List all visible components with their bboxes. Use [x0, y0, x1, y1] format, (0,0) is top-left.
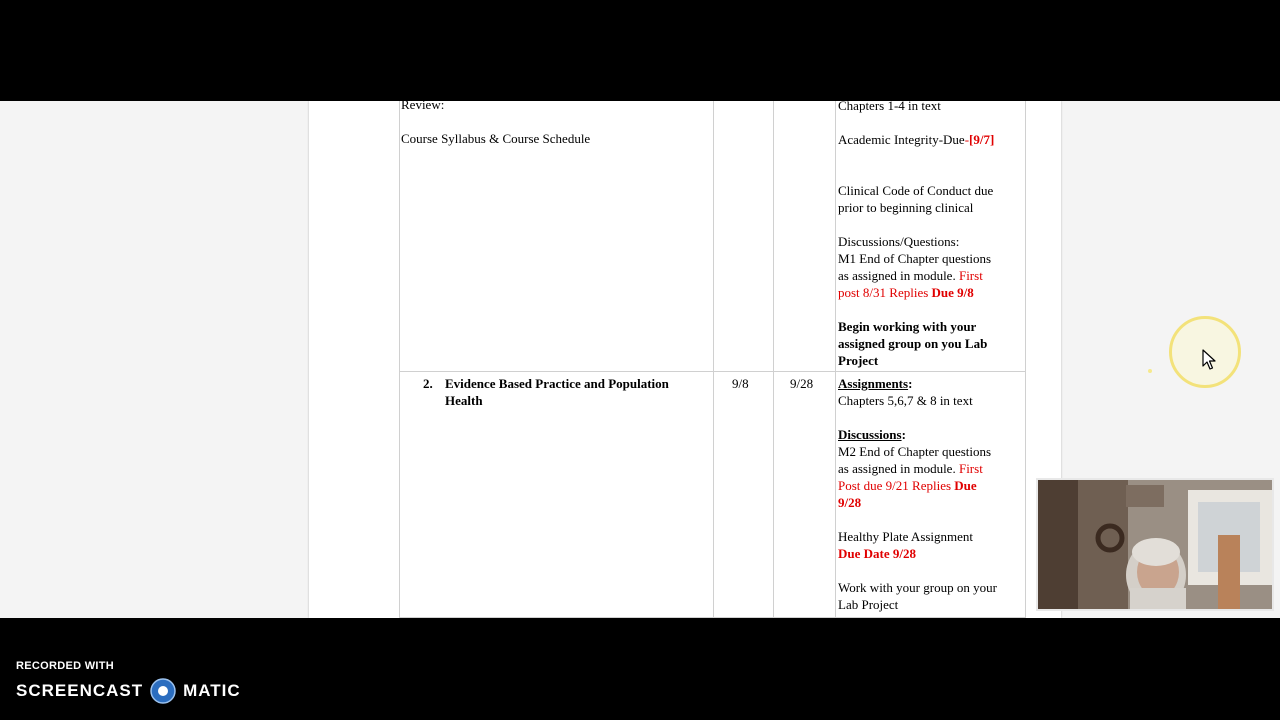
discussions-label-1: Discussions/Questions:	[838, 234, 960, 249]
recorded-with-label: RECORDED WITH	[16, 660, 115, 672]
clinical-code-line2: prior to beginning clinical	[838, 200, 974, 215]
brand-left-text: SCREENCAST	[16, 681, 144, 700]
table-border-left	[399, 101, 400, 618]
week2-end-date: 9/28	[790, 376, 814, 391]
assign-chapters-5-8: Chapters 5,6,7 & 8 in text	[838, 393, 973, 408]
week2-number: 2.	[423, 376, 433, 391]
begin-line1: Begin working with your	[838, 319, 977, 334]
begin-line3: Project	[838, 353, 879, 368]
m2-line3	[838, 477, 977, 494]
table-border-right	[1025, 101, 1026, 618]
m1-line1: M1 End of Chapter questions	[838, 251, 992, 266]
discussions-colon-2: :	[901, 427, 906, 442]
content-syllabus: Course Syllabus & Course Schedule	[401, 131, 591, 146]
week2-start-date: 9/8	[732, 376, 749, 391]
m2-line2-b: First	[958, 461, 983, 476]
table-border-col4	[835, 101, 836, 618]
healthy-plate-due: Due Date 9/28	[838, 546, 916, 561]
webcam-feed-image	[1038, 480, 1272, 609]
m2-line3-a: Post due 9/21 Replies	[838, 478, 952, 493]
assign-chapters-1-4: Chapters 1-4 in text	[838, 101, 941, 113]
m1-line2	[838, 267, 983, 284]
academic-integrity-date: [9/7]	[969, 132, 995, 147]
cursor-trail-dot	[1148, 369, 1152, 373]
content-review-label: Review:	[401, 101, 445, 112]
academic-integrity	[838, 131, 994, 148]
healthy-plate: Healthy Plate Assignment	[838, 529, 974, 544]
discussions-heading-2	[838, 426, 906, 443]
m2-line2	[838, 460, 983, 477]
m1-line2-a: as assigned in module.	[838, 268, 956, 283]
assignments-heading	[838, 375, 912, 392]
work-line2: Lab Project	[838, 597, 899, 612]
m1-line2-b: First	[958, 268, 983, 283]
table-border-col3	[773, 101, 774, 618]
week2-title-line1: Evidence Based Practice and Population	[445, 376, 669, 391]
m2-line4: 9/28	[838, 495, 862, 510]
screencast-o-matic-watermark	[16, 660, 241, 704]
assignments-label: Assignments	[838, 376, 909, 391]
m2-line3-b: Due	[954, 478, 977, 493]
row-divider-1	[399, 371, 1026, 372]
assignments-colon: :	[908, 376, 913, 391]
week2-title-line2: Health	[445, 393, 483, 408]
table-border-col2	[713, 101, 714, 618]
m1-line3	[838, 284, 974, 301]
m2-line2-a: as assigned in module.	[838, 461, 956, 476]
brand-right-text: MATIC	[183, 681, 241, 700]
clinical-code-line1: Clinical Code of Conduct due	[838, 183, 994, 198]
discussions-label-2: Discussions	[838, 427, 902, 442]
record-button-icon	[150, 678, 176, 704]
academic-integrity-sep: -	[964, 132, 970, 147]
m1-line3-a: post 8/31 Replies	[838, 285, 929, 300]
brand-row	[16, 678, 241, 704]
webcam-overlay[interactable]	[1036, 478, 1274, 611]
academic-integrity-label: Academic Integrity-Due	[838, 132, 965, 147]
mouse-pointer-icon	[1202, 349, 1218, 371]
begin-line2: assigned group on you Lab	[838, 336, 988, 351]
m1-line3-b: Due 9/8	[931, 285, 974, 300]
recording-top-letterbox	[0, 0, 1280, 101]
m2-line1: M2 End of Chapter questions	[838, 444, 992, 459]
work-line1: Work with your group on your	[838, 580, 997, 595]
document-page	[309, 101, 1061, 618]
